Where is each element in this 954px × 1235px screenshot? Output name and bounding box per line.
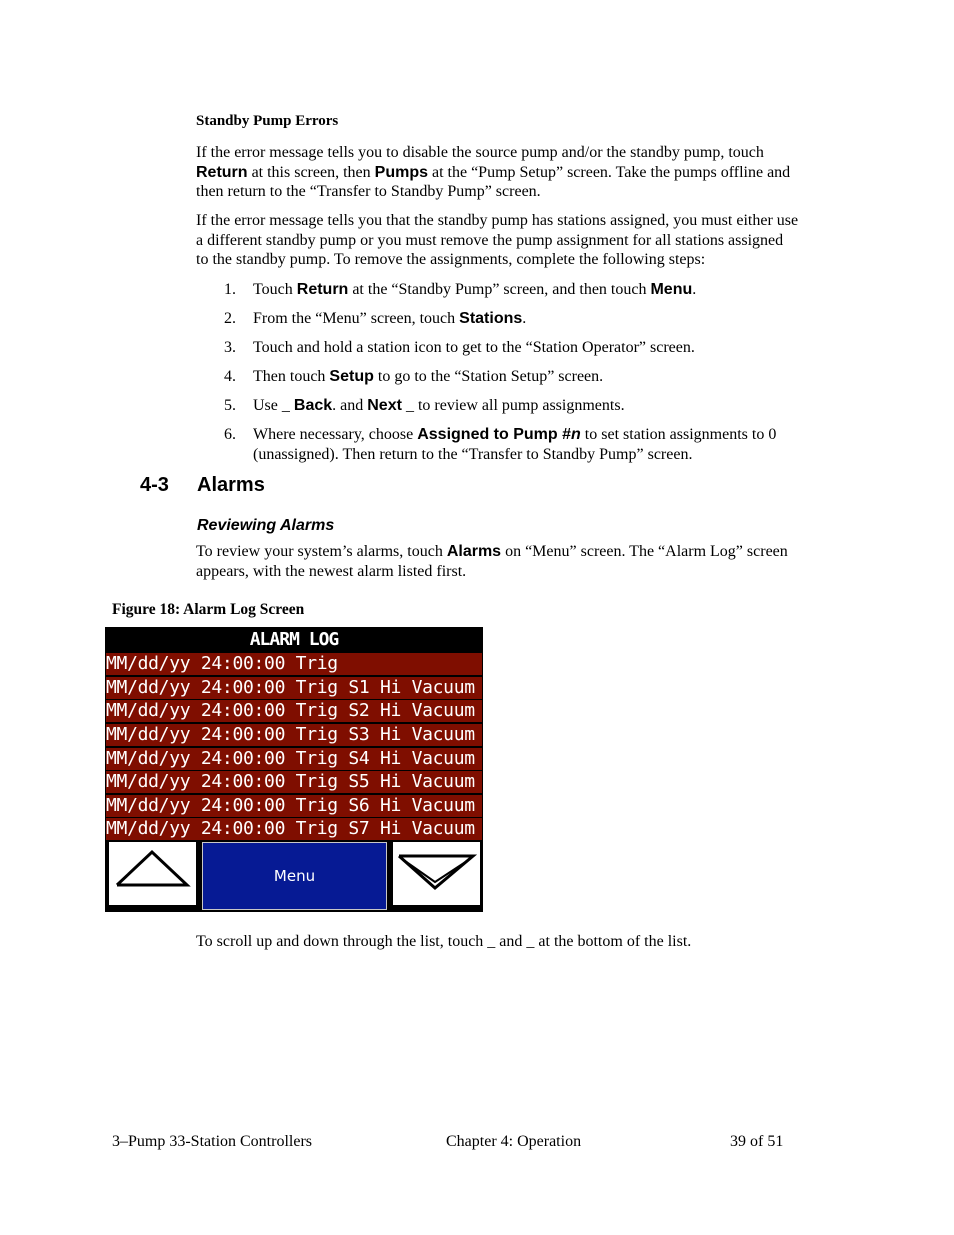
text: at the “Pump Setup” screen. Take the pumps offline and — [427, 163, 791, 181]
alarm-row[interactable]: MM/dd/yy 24:00:00 Trig S2 Hi Vacuum — [106, 700, 482, 722]
step-item — [224, 396, 834, 416]
step-number: 5. — [224, 397, 236, 414]
button-ref-setup: Setup — [329, 368, 374, 385]
text: at this screen, then — [247, 163, 375, 181]
alarm-row[interactable]: MM/dd/yy 24:00:00 Trig S7 Hi Vacuum — [106, 818, 482, 840]
text: . — [692, 281, 697, 298]
button-ref-stations: Stations — [459, 310, 523, 327]
alarm-row[interactable]: MM/dd/yy 24:00:00 Trig S1 Hi Vacuum — [106, 677, 482, 699]
triangle-down-icon — [393, 842, 480, 905]
text: _ to review all pump assignments. — [401, 397, 625, 414]
section-title: Alarms — [197, 474, 265, 496]
text: (unassigned). Then return to the “Transfer to Standby Pump” screen. — [253, 445, 693, 463]
button-ref-return: Return — [196, 163, 248, 181]
figure-caption: Figure 18: Alarm Log Screen — [112, 601, 305, 618]
subheading: Reviewing Alarms — [197, 517, 335, 534]
scroll-down-button[interactable] — [393, 842, 480, 905]
alarm-row[interactable]: MM/dd/yy 24:00:00 Trig S3 Hi Vacuum — [106, 724, 482, 746]
alarm-row[interactable]: MM/dd/yy 24:00:00 Trig S6 Hi Vacuum — [106, 795, 482, 817]
text: a different standby pump or you must remove the pump assignment for all stations assigned — [196, 231, 784, 249]
footer-center: Chapter 4: Operation — [446, 1133, 582, 1150]
alarm-row[interactable]: MM/dd/yy 24:00:00 Trig — [106, 653, 482, 675]
alarm-row[interactable]: MM/dd/yy 24:00:00 Trig S4 Hi Vacuum — [106, 748, 482, 770]
alarm-log-title: ALARM LOG — [249, 629, 339, 650]
button-ref-next: Next — [367, 397, 402, 414]
step-number: 2. — [224, 310, 236, 327]
step-item — [224, 425, 834, 463]
text: Then touch — [253, 368, 330, 385]
triangle-up-icon — [109, 842, 196, 905]
button-ref-return: Return — [296, 281, 349, 298]
standby-paragraph-2 — [196, 211, 836, 270]
step-number: 4. — [224, 368, 236, 385]
text: on “Menu” screen. The “Alarm Log” screen — [501, 543, 788, 560]
text: Use _ — [253, 397, 294, 414]
step-item — [224, 280, 834, 300]
text: . and — [332, 397, 368, 414]
text: If the error message tells you that the standby pump has stations assigned, you must either use — [196, 212, 799, 229]
step-item — [224, 367, 834, 387]
text: Touch and hold a station icon to get to the “Station Operator” screen. — [253, 339, 695, 356]
button-ref-pumps: Pumps — [374, 163, 428, 181]
scroll-instructions: To scroll up and down through the list, touch _ and _ at the bottom of the list. — [196, 933, 692, 950]
alarm-row[interactable]: MM/dd/yy 24:00:00 Trig S5 Hi Vacuum — [106, 771, 482, 793]
step-item — [224, 338, 834, 358]
step-number: 3. — [224, 339, 236, 356]
scroll-up-button[interactable] — [109, 842, 196, 905]
button-ref-menu: Menu — [650, 281, 693, 298]
page-number: 39 of 51 — [730, 1133, 784, 1150]
text: To review your system’s alarms, touch — [196, 543, 447, 560]
button-ref-assigned-to-pump: Assigned to Pump # — [417, 426, 572, 443]
step-item — [224, 309, 834, 329]
text: then return to the “Transfer to Standby Pump” screen. — [196, 183, 541, 200]
section-number: 4-3 — [140, 474, 169, 496]
menu-button[interactable]: Menu — [202, 842, 387, 910]
text: appears, with the newest alarm listed first. — [196, 562, 467, 580]
text: Where necessary, choose — [253, 426, 418, 443]
text: to set station assignments to 0 — [580, 426, 777, 443]
step-number: 1. — [224, 281, 236, 298]
step-number: 6. — [224, 426, 236, 443]
text: to go to the “Station Setup” screen. — [373, 368, 604, 385]
text: to the standby pump. To remove the assignments, complete the following steps: — [196, 251, 706, 268]
standby-paragraph-1 — [196, 143, 836, 202]
text: Touch — [253, 281, 297, 298]
section-heading-standby: Standby Pump Errors — [196, 113, 339, 129]
text: From the “Menu” screen, touch — [253, 310, 460, 327]
alarm-log-screen — [105, 627, 483, 912]
text: If the error message tells you to disable the source pump and/or the standby pump, touch — [196, 144, 764, 161]
footer-left: 3–Pump 33-Station Controllers — [112, 1133, 312, 1150]
variable-n: n — [571, 426, 581, 443]
text: at the “Standby Pump” screen, and then touch — [348, 281, 651, 298]
button-ref-alarms: Alarms — [446, 543, 502, 560]
text: . — [522, 310, 527, 327]
alarms-paragraph — [196, 542, 836, 581]
button-ref-back: Back — [293, 397, 333, 414]
